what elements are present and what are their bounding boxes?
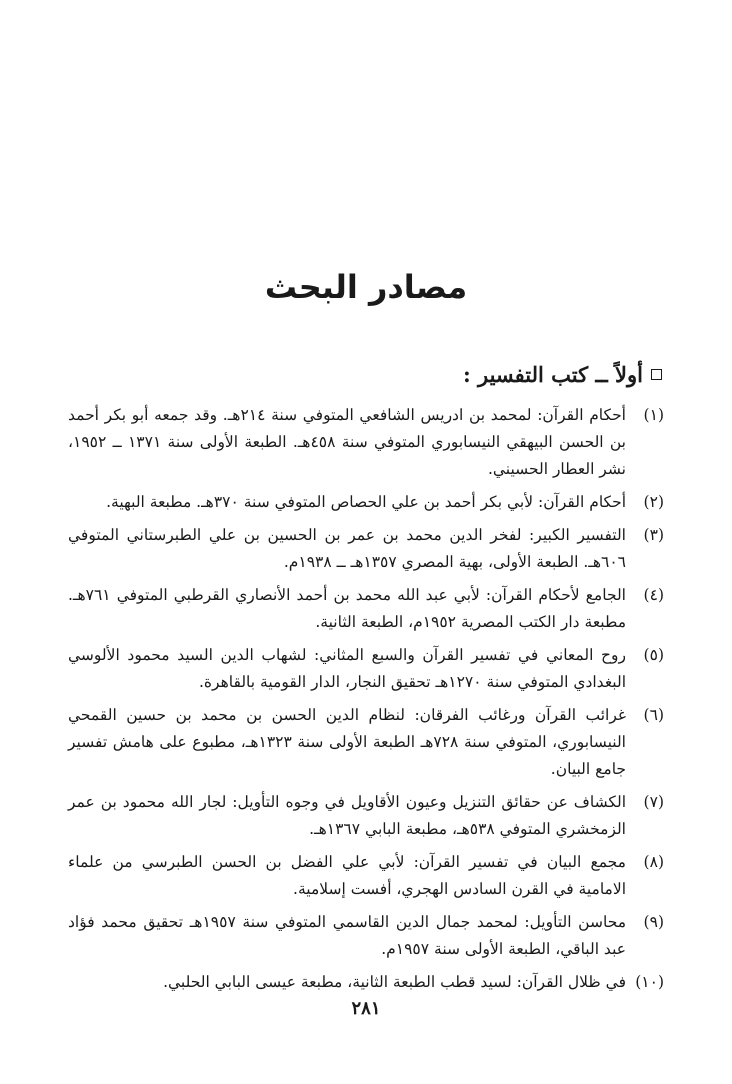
reference-text: أحكام القرآن: لأبي بكر أحمد بن علي الحصاص المتوفي سنة ٣٧٠هـ. مطبعة البهية. (106, 493, 626, 511)
reference-item (68, 522, 664, 576)
reference-item (68, 582, 664, 636)
reference-list (68, 402, 664, 1002)
page-title: مصادر البحث (264, 268, 468, 306)
page-number: ٢٨١ (351, 998, 381, 1019)
reference-number: (٧) (643, 793, 664, 811)
section-heading-label: أولاً ــ كتب التفسير : (462, 362, 643, 387)
reference-number: (١) (643, 406, 664, 424)
reference-number: (٨) (643, 853, 664, 871)
reference-number: (٤) (643, 586, 664, 604)
reference-text: الجامع لأحكام القرآن: لأبي عبد الله محمد بن أحمد الأنصاري القرطبي المتوفي ٧٦١هـ. مطبعة دار الكتب المصرية ١٩٥٢م، الطبعة الثانية. (68, 586, 626, 631)
reference-text: في ظلال القرآن: لسيد قطب الطبعة الثانية، مطبعة عيسى البابي الحلبي. (163, 973, 626, 991)
reference-item (68, 849, 664, 903)
reference-text: روح المعاني في تفسير القرآن والسبع المثاني: لشهاب الدين السيد محمود الألوسي البغدادي المتوفي سنة ١٢٧٠هـ تحقيق النجار، الدار القومية بالقاهرة. (68, 646, 626, 691)
reference-text: مجمع البيان في تفسير القرآن: لأبي علي الفضل بن الحسن الطبرسي من علماء الامامية في القرن السادس الهجري، أفست إسلامية. (68, 853, 626, 898)
reference-item (68, 909, 664, 963)
reference-number: (٩) (643, 913, 664, 931)
reference-item (68, 642, 664, 696)
reference-item (68, 489, 664, 516)
reference-number: (٥) (643, 646, 664, 664)
reference-number: (٣) (643, 526, 664, 544)
reference-item (68, 402, 664, 483)
reference-text: محاسن التأويل: لمحمد جمال الدين القاسمي المتوفي سنة ١٩٥٧هـ تحقيق محمد فؤاد عبد الباقي، الطبعة الأولى سنة ١٩٥٧م. (68, 913, 627, 958)
reference-item (68, 969, 664, 996)
reference-text: الكشاف عن حقائق التنزيل وعيون الأقاويل في وجوه التأويل: لجار الله محمود بن عمر الزمخشري المتوفي ٥٣٨هـ، مطبعة البابي ١٣٦٧هـ. (68, 793, 626, 838)
reference-number: (١٠) (635, 973, 664, 991)
reference-text: غرائب القرآن ورغائب الفرقان: لنظام الدين الحسن بن محمد بن حسين القمحي النيسابوري، المتوفي سنة ٧٢٨هـ الطبعة الأولى سنة ١٣٢٣هـ، مطبوع على هامش تفسير جامع البيان. (68, 706, 626, 778)
reference-number: (٢) (643, 493, 664, 511)
reference-text: أحكام القرآن: لمحمد بن ادريس الشافعي المتوفي سنة ٢١٤هـ. وقد جمعه أبو بكر أحمد بن الحسن البيهقي النيسابوري المتوفي سنة ٤٥٨هـ. الطبعة الأولى سنة ١٣٧١ ــ ١٩٥٢، نشر العطار الحسيني. (68, 406, 626, 478)
section-heading (463, 362, 662, 387)
reference-item (68, 789, 664, 843)
square-icon (651, 369, 662, 380)
reference-number: (٦) (643, 706, 664, 724)
reference-text: التفسير الكبير: لفخر الدين محمد بن عمر بن الحسين بن علي الطبرستاني المتوفي ٦٠٦هـ. الطبعة الأولى، بهية المصري ١٣٥٧هـ ــ ١٩٣٨م. (68, 526, 626, 571)
reference-item (68, 702, 664, 783)
